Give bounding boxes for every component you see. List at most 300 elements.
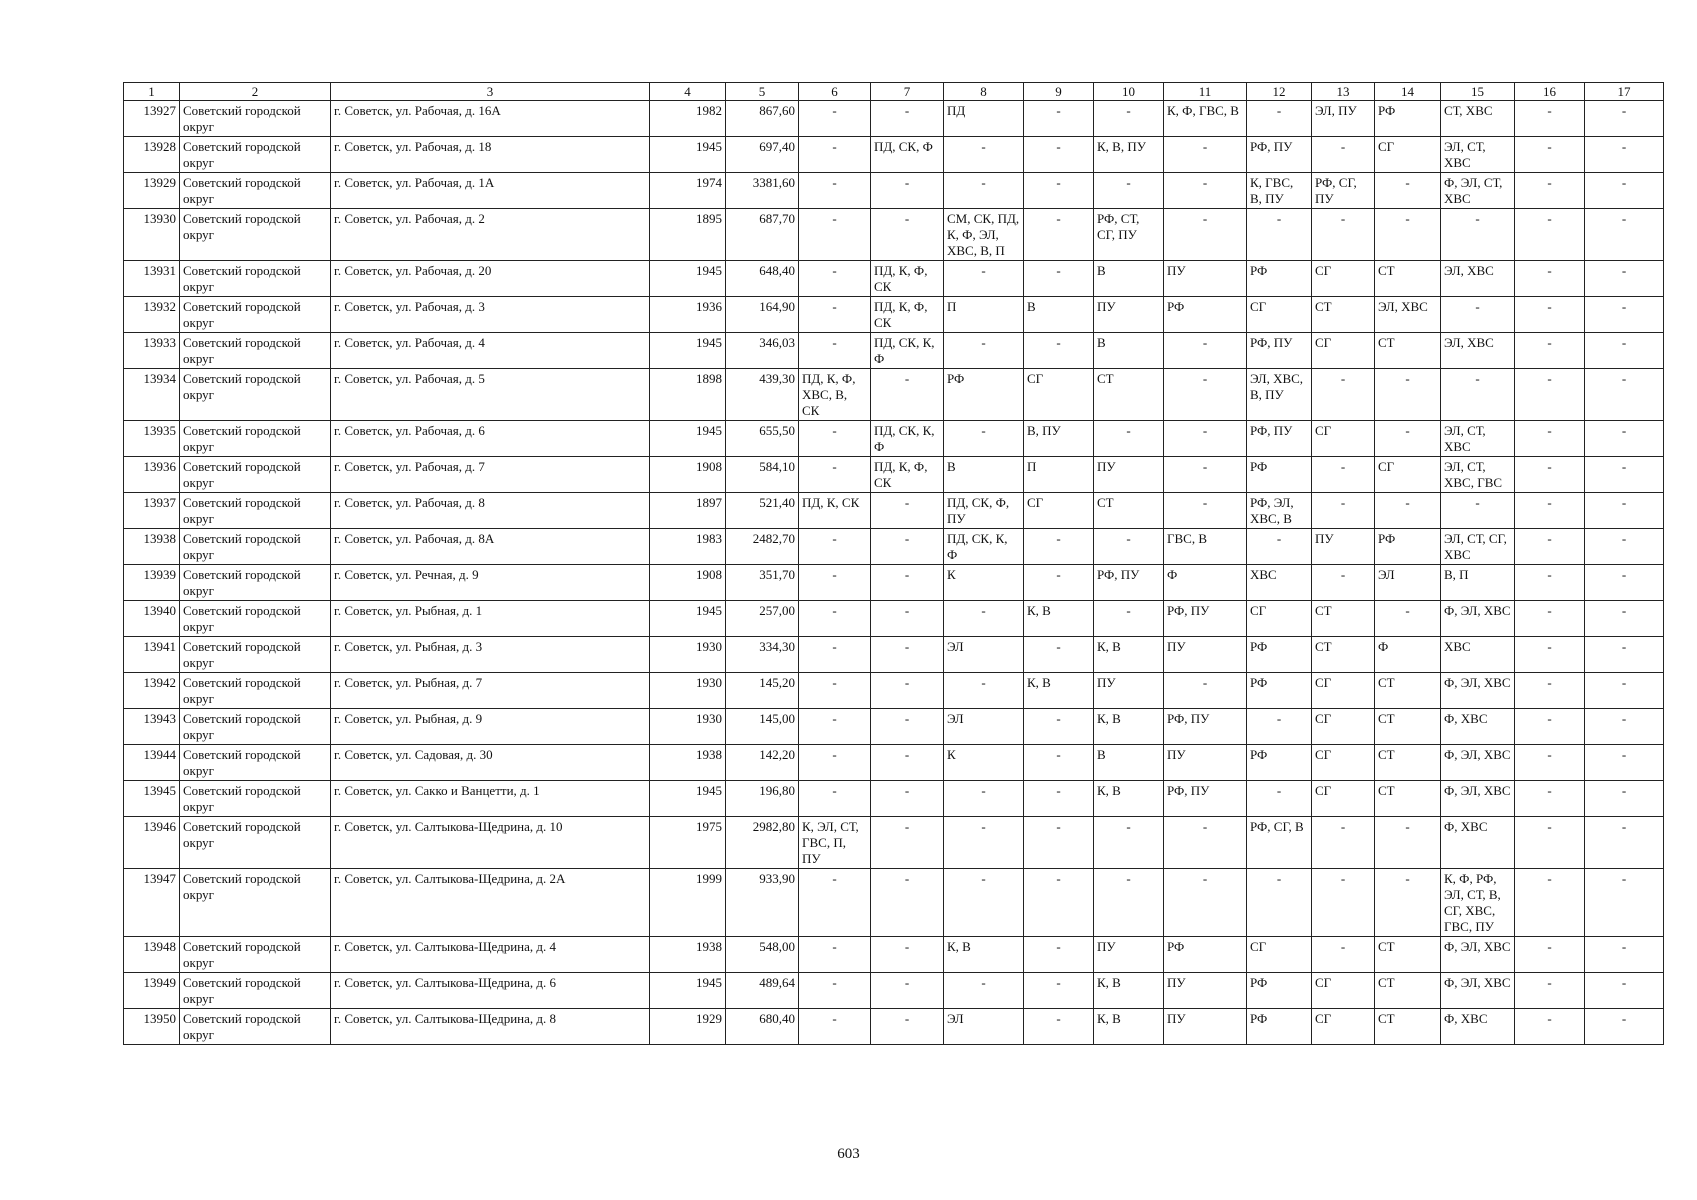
table-cell: Ф, ЭЛ, ХВС — [1441, 745, 1515, 781]
table-cell: ПД, СК, К, Ф — [871, 421, 944, 457]
table-cell: - — [1515, 781, 1585, 817]
table-cell: РФ, ЭЛ, ХВС, В — [1247, 493, 1312, 529]
table-cell: - — [1094, 101, 1164, 137]
table-cell: - — [944, 973, 1024, 1009]
table-cell: - — [1585, 937, 1664, 973]
table-cell: РФ — [944, 369, 1024, 421]
table-cell: РФ, ПУ — [1094, 565, 1164, 601]
table-cell: Советский городской округ — [180, 937, 331, 973]
table-cell: - — [1515, 817, 1585, 869]
table-cell: В — [944, 457, 1024, 493]
table-cell: Советский городской округ — [180, 173, 331, 209]
table-cell: - — [1247, 101, 1312, 137]
table-cell: Ф — [1375, 637, 1441, 673]
table-row — [124, 457, 1664, 493]
table-cell: В, ПУ — [1024, 421, 1094, 457]
table-cell: - — [871, 601, 944, 637]
table-cell: 13949 — [124, 973, 180, 1009]
table-cell: - — [1375, 817, 1441, 869]
table-cell: - — [1585, 457, 1664, 493]
table-cell: - — [1515, 101, 1585, 137]
table-cell: Ф, ЭЛ, ХВС — [1441, 937, 1515, 973]
column-header-13: 13 — [1312, 83, 1375, 101]
table-cell: - — [1247, 209, 1312, 261]
table-cell: 13936 — [124, 457, 180, 493]
table-cell: ПУ — [1094, 297, 1164, 333]
table-cell: ПД, СК, Ф, ПУ — [944, 493, 1024, 529]
table-cell: - — [871, 745, 944, 781]
table-cell: РФ — [1164, 297, 1247, 333]
table-cell: г. Советск, ул. Рабочая, д. 3 — [331, 297, 650, 333]
table-cell: г. Советск, ул. Рабочая, д. 7 — [331, 457, 650, 493]
table-cell: Ф, ЭЛ, ХВС — [1441, 781, 1515, 817]
table-cell: - — [1375, 173, 1441, 209]
table-cell: 697,40 — [726, 137, 799, 173]
table-row — [124, 973, 1664, 1009]
table-cell: Ф, ХВС — [1441, 709, 1515, 745]
table-cell: СТ — [1375, 709, 1441, 745]
table-cell: - — [1515, 369, 1585, 421]
table-cell: 346,03 — [726, 333, 799, 369]
table-cell: - — [799, 421, 871, 457]
table-cell: В — [1024, 297, 1094, 333]
table-row — [124, 421, 1664, 457]
table-cell: - — [1585, 601, 1664, 637]
table-cell: ПУ — [1164, 261, 1247, 297]
table-cell: - — [799, 869, 871, 937]
table-cell: Советский городской округ — [180, 493, 331, 529]
table-cell: - — [1312, 137, 1375, 173]
table-cell: РФ, ПУ — [1247, 421, 1312, 457]
table-cell: г. Советск, ул. Рабочая, д. 20 — [331, 261, 650, 297]
table-cell: СТ — [1312, 637, 1375, 673]
table-cell: СТ — [1375, 937, 1441, 973]
table-cell: РФ — [1247, 457, 1312, 493]
table-cell: - — [799, 209, 871, 261]
table-cell: г. Советск, ул. Рыбная, д. 7 — [331, 673, 650, 709]
table-cell: - — [871, 637, 944, 673]
table-cell: 521,40 — [726, 493, 799, 529]
table-cell: г. Советск, ул. Рабочая, д. 8 — [331, 493, 650, 529]
table-cell: ЭЛ, СТ, ХВС — [1441, 421, 1515, 457]
table-cell: - — [1515, 637, 1585, 673]
table-row — [124, 1009, 1664, 1045]
table-cell: К, В — [1094, 637, 1164, 673]
table-cell: ПД — [944, 101, 1024, 137]
table-row — [124, 709, 1664, 745]
table-cell: г. Советск, ул. Салтыкова-Щедрина, д. 10 — [331, 817, 650, 869]
table-cell: 13938 — [124, 529, 180, 565]
table-cell: - — [1515, 421, 1585, 457]
table-cell: - — [1585, 673, 1664, 709]
table-cell: К — [944, 565, 1024, 601]
table-cell: - — [944, 137, 1024, 173]
table-cell: - — [1585, 781, 1664, 817]
table-cell: - — [944, 817, 1024, 869]
table-cell: - — [1164, 421, 1247, 457]
table-cell: В, П — [1441, 565, 1515, 601]
table-row — [124, 529, 1664, 565]
table-cell: ЭЛ — [944, 709, 1024, 745]
table-cell: - — [799, 101, 871, 137]
table-cell: ПД, К, Ф, СК — [871, 457, 944, 493]
table-cell: - — [1515, 565, 1585, 601]
table-cell: 13946 — [124, 817, 180, 869]
table-cell: Советский городской округ — [180, 637, 331, 673]
table-cell: СМ, СК, ПД, К, Ф, ЭЛ, ХВС, В, П — [944, 209, 1024, 261]
table-cell: СГ — [1312, 781, 1375, 817]
table-cell: 1929 — [650, 1009, 726, 1045]
table-cell: г. Советск, ул. Салтыкова-Щедрина, д. 2А — [331, 869, 650, 937]
table-cell: РФ — [1247, 1009, 1312, 1045]
table-cell: - — [1375, 369, 1441, 421]
table-cell: Советский городской округ — [180, 1009, 331, 1045]
table-cell: СТ — [1094, 369, 1164, 421]
column-header-14: 14 — [1375, 83, 1441, 101]
table-cell: К, В — [1024, 673, 1094, 709]
table-cell: Советский городской округ — [180, 565, 331, 601]
table-cell: 1930 — [650, 673, 726, 709]
table-cell: 2482,70 — [726, 529, 799, 565]
table-cell: 2982,80 — [726, 817, 799, 869]
table-cell: - — [1247, 709, 1312, 745]
table-cell: - — [1515, 1009, 1585, 1045]
table-cell: - — [1024, 333, 1094, 369]
table-cell: К, ГВС, В, ПУ — [1247, 173, 1312, 209]
table-cell: г. Советск, ул. Рыбная, д. 1 — [331, 601, 650, 637]
table-header — [124, 83, 1664, 101]
table-cell: РФ, ПУ — [1164, 781, 1247, 817]
table-cell: - — [1375, 869, 1441, 937]
table-cell: 13931 — [124, 261, 180, 297]
table-cell: - — [1515, 529, 1585, 565]
table-cell: - — [1312, 457, 1375, 493]
table-cell: - — [1515, 937, 1585, 973]
table-cell: 13933 — [124, 333, 180, 369]
table-cell: - — [799, 297, 871, 333]
table-cell: - — [1441, 209, 1515, 261]
table-cell: 13950 — [124, 1009, 180, 1045]
table-cell: 1999 — [650, 869, 726, 937]
header-row — [124, 83, 1664, 101]
table-cell: - — [1312, 209, 1375, 261]
table-cell: СТ, ХВС — [1441, 101, 1515, 137]
table-cell: г. Советск, ул. Сакко и Ванцетти, д. 1 — [331, 781, 650, 817]
table-cell: 13942 — [124, 673, 180, 709]
table-cell: - — [1024, 973, 1094, 1009]
table-cell: - — [799, 673, 871, 709]
table-cell: 1930 — [650, 709, 726, 745]
table-cell: - — [1585, 173, 1664, 209]
table-cell: г. Советск, ул. Рабочая, д. 8А — [331, 529, 650, 565]
table-cell: 13947 — [124, 869, 180, 937]
table-cell: СГ — [1247, 297, 1312, 333]
table-cell: - — [1164, 457, 1247, 493]
table-cell: ПУ — [1094, 937, 1164, 973]
table-cell: - — [1375, 421, 1441, 457]
table-cell: - — [1024, 209, 1094, 261]
table-cell: СГ — [1312, 261, 1375, 297]
table-cell: - — [1585, 369, 1664, 421]
table-cell: К, В — [1094, 709, 1164, 745]
table-cell: ПУ — [1164, 973, 1247, 1009]
table-cell: - — [1024, 529, 1094, 565]
table-cell: К, Ф, РФ, ЭЛ, СТ, В, СГ, ХВС, ГВС, ПУ — [1441, 869, 1515, 937]
table-cell: - — [1441, 493, 1515, 529]
table-cell: ЭЛ, ХВС — [1375, 297, 1441, 333]
table-cell: П — [944, 297, 1024, 333]
table-cell: 164,90 — [726, 297, 799, 333]
table-cell: - — [1515, 457, 1585, 493]
table-row — [124, 493, 1664, 529]
table-cell: СГ — [1312, 673, 1375, 709]
table-cell: - — [1024, 781, 1094, 817]
table-cell: ПД, К, Ф, СК — [871, 297, 944, 333]
column-header-7: 7 — [871, 83, 944, 101]
table-cell: 1895 — [650, 209, 726, 261]
table-cell: Советский городской округ — [180, 745, 331, 781]
table-cell: ПД, СК, К, Ф — [944, 529, 1024, 565]
column-header-6: 6 — [799, 83, 871, 101]
table-cell: 13937 — [124, 493, 180, 529]
table-cell: - — [799, 973, 871, 1009]
table-cell: - — [1585, 817, 1664, 869]
table-cell: - — [1585, 565, 1664, 601]
table-cell: СГ — [1375, 137, 1441, 173]
table-row — [124, 781, 1664, 817]
table-cell: СТ — [1375, 781, 1441, 817]
table-cell: СТ — [1094, 493, 1164, 529]
table-cell: Советский городской округ — [180, 817, 331, 869]
table-cell: - — [1312, 369, 1375, 421]
table-cell: - — [871, 529, 944, 565]
table-cell: ЭЛ — [1375, 565, 1441, 601]
table-cell: - — [1585, 101, 1664, 137]
table-cell: 1936 — [650, 297, 726, 333]
table-cell: ПУ — [1164, 1009, 1247, 1045]
table-cell: К, ЭЛ, СТ, ГВС, П, ПУ — [799, 817, 871, 869]
table-cell: - — [1312, 937, 1375, 973]
table-cell: - — [871, 709, 944, 745]
table-cell: - — [1312, 869, 1375, 937]
table-cell: г. Советск, ул. Рабочая, д. 6 — [331, 421, 650, 457]
table-cell: СГ — [1247, 601, 1312, 637]
table-cell: - — [1024, 709, 1094, 745]
table-cell: - — [871, 101, 944, 137]
table-cell: - — [1164, 673, 1247, 709]
column-header-4: 4 — [650, 83, 726, 101]
table-cell: 13944 — [124, 745, 180, 781]
table-cell: - — [799, 457, 871, 493]
table-cell: - — [1515, 333, 1585, 369]
table-cell: г. Советск, ул. Рыбная, д. 3 — [331, 637, 650, 673]
table-cell: 1938 — [650, 745, 726, 781]
table-cell: 13940 — [124, 601, 180, 637]
table-cell: - — [1515, 973, 1585, 1009]
table-cell: Советский городской округ — [180, 457, 331, 493]
table-cell: - — [871, 1009, 944, 1045]
table-cell: Советский городской округ — [180, 369, 331, 421]
table-cell: Советский городской округ — [180, 673, 331, 709]
table-row — [124, 817, 1664, 869]
table-cell: РФ, СГ, ПУ — [1312, 173, 1375, 209]
table-cell: Ф — [1164, 565, 1247, 601]
table-cell: 1930 — [650, 637, 726, 673]
table-cell: ПД, К, СК — [799, 493, 871, 529]
table-cell: СГ — [1312, 333, 1375, 369]
table-cell: г. Советск, ул. Рабочая, д. 18 — [331, 137, 650, 173]
table-cell: - — [1515, 137, 1585, 173]
table-cell: К, В — [944, 937, 1024, 973]
table-row — [124, 369, 1664, 421]
table-cell: - — [1585, 297, 1664, 333]
column-header-10: 10 — [1094, 83, 1164, 101]
table-cell: К, В — [1024, 601, 1094, 637]
table-cell: РФ — [1375, 529, 1441, 565]
table-cell: 142,20 — [726, 745, 799, 781]
table-cell: - — [1024, 1009, 1094, 1045]
table-cell: - — [1515, 173, 1585, 209]
table-cell: - — [799, 173, 871, 209]
table-cell: Ф, ЭЛ, ХВС — [1441, 673, 1515, 709]
page-number: 603 — [837, 1146, 860, 1162]
table-cell: - — [799, 529, 871, 565]
table-cell: 13929 — [124, 173, 180, 209]
column-header-16: 16 — [1515, 83, 1585, 101]
table-cell: 1945 — [650, 973, 726, 1009]
table-cell: - — [1515, 745, 1585, 781]
table-cell: 1938 — [650, 937, 726, 973]
table-cell: ЭЛ, ХВС — [1441, 261, 1515, 297]
table-cell: СГ — [1247, 937, 1312, 973]
table-cell: ПУ — [1094, 457, 1164, 493]
table-cell: - — [1024, 261, 1094, 297]
table-cell: - — [799, 637, 871, 673]
column-header-17: 17 — [1585, 83, 1664, 101]
table-cell: ПД, К, Ф, СК — [871, 261, 944, 297]
table-cell: 584,10 — [726, 457, 799, 493]
table-cell: ПУ — [1094, 673, 1164, 709]
register-table — [123, 82, 1664, 1045]
table-cell: 13945 — [124, 781, 180, 817]
table-cell: К — [944, 745, 1024, 781]
table-cell: 1908 — [650, 565, 726, 601]
table-cell: - — [799, 333, 871, 369]
table-cell: 1974 — [650, 173, 726, 209]
table-cell: - — [799, 781, 871, 817]
table-cell: ЭЛ, ПУ — [1312, 101, 1375, 137]
table-cell: СТ — [1375, 673, 1441, 709]
table-cell: 13930 — [124, 209, 180, 261]
table-cell: - — [1441, 297, 1515, 333]
table-cell: - — [1585, 1009, 1664, 1045]
table-cell: СГ — [1024, 369, 1094, 421]
table-cell: - — [1024, 745, 1094, 781]
table-cell: 489,64 — [726, 973, 799, 1009]
column-header-8: 8 — [944, 83, 1024, 101]
table-row — [124, 565, 1664, 601]
table-cell: - — [1585, 493, 1664, 529]
table-cell: г. Советск, ул. Салтыкова-Щедрина, д. 8 — [331, 1009, 650, 1045]
table-cell: г. Советск, ул. Рабочая, д. 16А — [331, 101, 650, 137]
table-cell: Советский городской округ — [180, 973, 331, 1009]
table-body — [124, 101, 1664, 1045]
table-cell: К, В — [1094, 781, 1164, 817]
table-cell: - — [1094, 601, 1164, 637]
table-cell: СТ — [1375, 745, 1441, 781]
table-cell: СТ — [1375, 973, 1441, 1009]
table-row — [124, 333, 1664, 369]
table-cell: РФ — [1247, 637, 1312, 673]
table-cell: РФ — [1375, 101, 1441, 137]
table-cell: - — [1585, 869, 1664, 937]
table-cell: 13948 — [124, 937, 180, 973]
table-cell: 655,50 — [726, 421, 799, 457]
table-row — [124, 101, 1664, 137]
table-cell: В — [1094, 333, 1164, 369]
table-cell: - — [871, 173, 944, 209]
table-cell: - — [1094, 529, 1164, 565]
table-cell: 145,20 — [726, 673, 799, 709]
table-cell: - — [944, 333, 1024, 369]
column-header-1: 1 — [124, 83, 180, 101]
table-cell: - — [1164, 369, 1247, 421]
table-cell: СГ — [1024, 493, 1094, 529]
table-cell: Ф, ХВС — [1441, 1009, 1515, 1045]
table-cell: ЭЛ, СТ, ХВС, ГВС — [1441, 457, 1515, 493]
table-cell: - — [799, 137, 871, 173]
table-cell: г. Советск, ул. Салтыкова-Щедрина, д. 4 — [331, 937, 650, 973]
table-cell: Советский городской округ — [180, 261, 331, 297]
table-cell: - — [1585, 637, 1664, 673]
table-cell: СГ — [1375, 457, 1441, 493]
table-cell: К, Ф, ГВС, В — [1164, 101, 1247, 137]
table-cell: 1945 — [650, 601, 726, 637]
table-row — [124, 937, 1664, 973]
table-cell: 1983 — [650, 529, 726, 565]
table-cell: РФ — [1164, 937, 1247, 973]
table-cell: 145,00 — [726, 709, 799, 745]
table-cell: Ф, ХВС — [1441, 817, 1515, 869]
table-cell: СТ — [1312, 601, 1375, 637]
table-cell: РФ — [1247, 261, 1312, 297]
table-cell: 1945 — [650, 137, 726, 173]
table-cell: СГ — [1312, 745, 1375, 781]
table-cell: РФ — [1247, 973, 1312, 1009]
table-cell: ЭЛ — [944, 637, 1024, 673]
table-cell: г. Советск, ул. Садовая, д. 30 — [331, 745, 650, 781]
table-cell: - — [944, 421, 1024, 457]
table-cell: ХВС — [1441, 637, 1515, 673]
table-cell: 1945 — [650, 421, 726, 457]
table-cell: - — [1164, 493, 1247, 529]
table-cell: - — [1585, 261, 1664, 297]
table-cell: Советский городской округ — [180, 421, 331, 457]
table-cell: - — [1585, 421, 1664, 457]
table-cell: 1945 — [650, 333, 726, 369]
table-cell: - — [871, 973, 944, 1009]
table-cell: Ф, ЭЛ, ХВС — [1441, 973, 1515, 1009]
table-cell: г. Советск, ул. Рабочая, д. 1А — [331, 173, 650, 209]
table-cell: Советский городской округ — [180, 333, 331, 369]
column-header-11: 11 — [1164, 83, 1247, 101]
table-cell: 1898 — [650, 369, 726, 421]
table-cell: - — [1247, 781, 1312, 817]
table-cell: 13935 — [124, 421, 180, 457]
table-cell: К, В — [1094, 1009, 1164, 1045]
table-cell: 1975 — [650, 817, 726, 869]
table-cell: ПУ — [1164, 745, 1247, 781]
